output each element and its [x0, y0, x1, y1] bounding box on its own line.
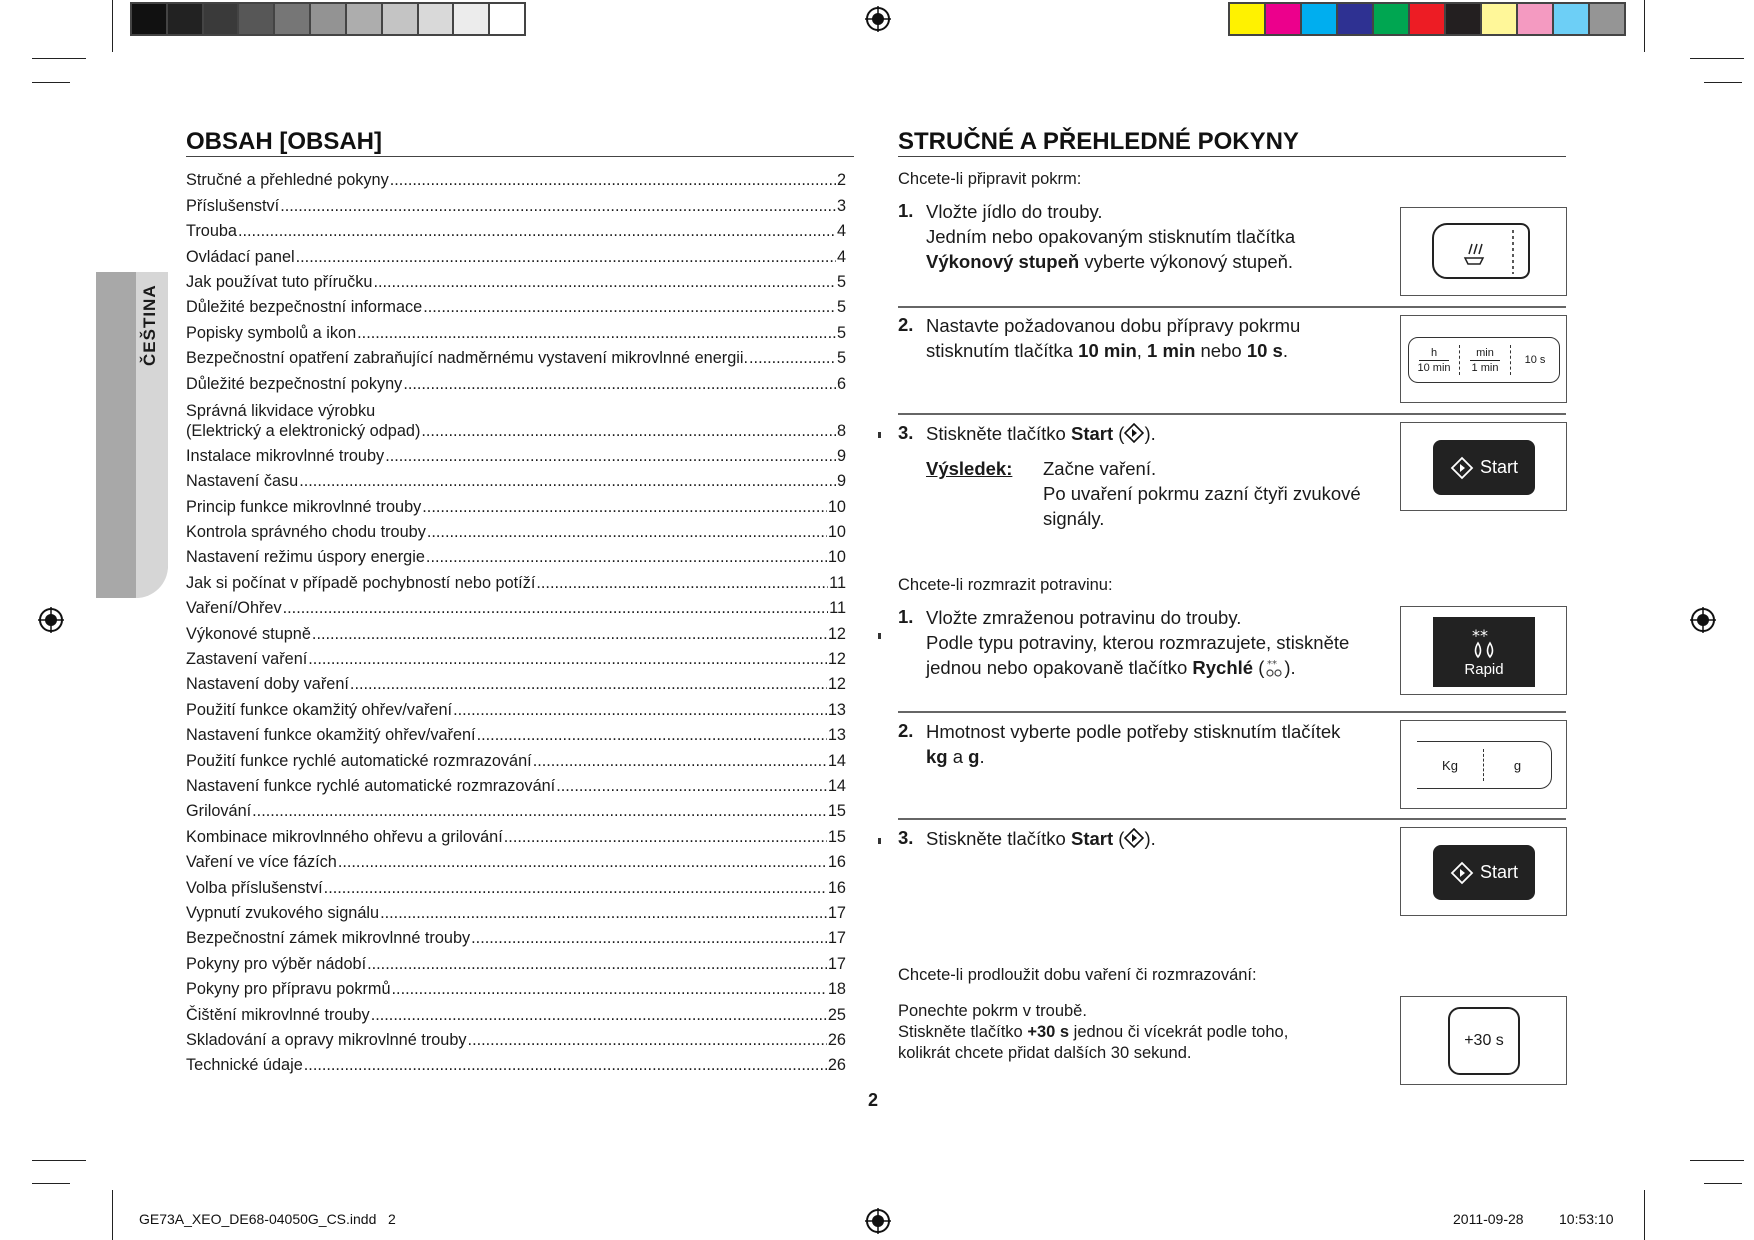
toc-leader-dots: [380, 903, 827, 923]
start-icon: [1124, 423, 1144, 443]
toc-entry-page: 14: [827, 776, 846, 795]
toc-leader-dots: [312, 624, 827, 644]
ten-min-button: [1409, 346, 1459, 375]
crop-mark: [1690, 1160, 1744, 1161]
toc-leader-dots: [403, 374, 836, 394]
toc-entry[interactable]: [186, 872, 846, 897]
result-label: [926, 456, 1012, 481]
toc-entry-title: Technické údaje: [186, 1056, 303, 1075]
toc-leader-dots: [338, 852, 827, 872]
cook-step1-line2: Jedním nebo opakovaným stisknutím tlačítka: [926, 226, 1296, 247]
toc-entry[interactable]: [186, 898, 846, 923]
registration-mark-icon: [865, 1208, 891, 1234]
toc-entry-page: 26: [827, 1056, 846, 1075]
toc-leader-dots: [385, 446, 836, 466]
toc-entry-page: 17: [827, 954, 846, 973]
toc-entry-page: 6: [836, 374, 846, 393]
toc-entry-title: Nastavení režimu úspory energie: [186, 548, 425, 567]
toc-entry-page: 16: [827, 853, 846, 872]
toc-entry-title: Vaření ve více fázích: [186, 853, 337, 872]
color-swatch: [275, 4, 311, 34]
toc-entry-title: Nastavení funkce rychlé automatické rozmrazování: [186, 776, 556, 795]
toc-entry[interactable]: [186, 466, 846, 491]
rapid-figure: [1400, 606, 1567, 695]
cook-step1-line3-rest: vyberte výkonový stupeň.: [1079, 251, 1294, 272]
toc-entry[interactable]: [186, 745, 846, 770]
toc-title: OBSAH [OBSAH]: [186, 128, 382, 155]
toc-entry-title: Bezpečnostní zámek mikrovlnné trouby: [186, 929, 471, 948]
ten-s-name: 10 s: [1246, 340, 1283, 361]
toc-entry-title: Bezpečnostní opatření zabraňující nadměrnému vystavení mikrovlnné energii.: [186, 349, 749, 368]
toc-entry[interactable]: [186, 771, 846, 796]
toc-entry[interactable]: [186, 190, 846, 215]
time-buttons: [1408, 337, 1560, 383]
footer-filename: GE73A_XEO_DE68-04050G_CS.indd 2: [139, 1211, 396, 1227]
color-swatch: [419, 4, 455, 34]
toc-entry-title: Důležité bezpečnostní informace: [186, 298, 423, 317]
one-min-button: [1460, 346, 1510, 375]
toc-leader-dots: [390, 170, 836, 190]
ten-s-button: 10 s: [1524, 354, 1546, 366]
weight-figure: [1400, 720, 1567, 809]
color-swatch: [1302, 4, 1338, 34]
rapid-name: Rychlé: [1192, 657, 1254, 678]
toc-entry[interactable]: [186, 694, 846, 719]
toc-entry-page: 8: [836, 421, 846, 440]
toc-entry-page: 18: [827, 980, 846, 999]
section-separator: [898, 818, 1566, 820]
cook-step3-number: 3.: [898, 422, 914, 443]
text-fragment: ).: [1284, 657, 1296, 678]
min-label: min: [1470, 346, 1500, 361]
toc-entry[interactable]: [186, 491, 846, 516]
toc-entry-page: 10: [827, 548, 846, 567]
toc-entry-page: 26: [827, 1030, 846, 1049]
cook-step1-number: 1.: [898, 200, 914, 221]
text-fragment: ).: [1144, 828, 1156, 849]
color-swatch: [347, 4, 383, 34]
toc-entry[interactable]: [186, 593, 846, 618]
toc-leader-dots: [283, 598, 828, 618]
result-line3: signály.: [1043, 508, 1105, 529]
toc-leader-dots: [373, 272, 836, 292]
toc-leader-dots: [749, 348, 836, 368]
extend-line2: [898, 1022, 1288, 1043]
toc-entry-title: Vaření/Ohřev: [186, 599, 282, 618]
toc-entry[interactable]: [186, 292, 846, 317]
crop-mark: [32, 1183, 70, 1184]
page-number: 2: [868, 1090, 879, 1110]
margin-bar: [878, 838, 881, 844]
defrost-step2-line2: [926, 744, 1340, 769]
text-fragment: Stiskněte tlačítko: [898, 1023, 1028, 1041]
g-button: g: [1513, 757, 1522, 773]
ten-min-name: 10 min: [1078, 340, 1137, 361]
crop-mark: [1690, 58, 1744, 59]
cook-step2-line1: Nastavte požadovanou dobu přípravy pokrmu: [926, 315, 1301, 336]
toc-entry-page: 15: [827, 827, 846, 846]
toc-entry-title: Nastavení doby vaření: [186, 675, 349, 694]
toc-entry-page: 14: [827, 751, 846, 770]
start-figure: [1400, 827, 1567, 916]
one-min-label: 1 min: [1471, 361, 1499, 374]
toc-entry-title: Popisky symbolů a ikon: [186, 323, 357, 342]
result-line1: Začne vaření.: [1043, 458, 1157, 479]
crop-mark: [1644, 0, 1645, 52]
color-swatch: [1482, 4, 1518, 34]
toc-entry-page: 9: [836, 472, 846, 491]
g-name: g: [968, 746, 980, 767]
crop-mark: [1704, 1183, 1742, 1184]
toc-entry-title: Správná likvidace výrobku: [186, 401, 376, 420]
toc-entry-title: Použití funkce rychlé automatické rozmrazování: [186, 751, 532, 770]
extend-line1: Ponechte pokrm v troubě.: [898, 1002, 1087, 1020]
crop-mark: [1704, 82, 1742, 83]
color-swatch: [1338, 4, 1374, 34]
text-fragment: ,: [1136, 340, 1148, 361]
toc-leader-dots: [468, 1030, 827, 1050]
one-min-name: 1 min: [1147, 340, 1196, 361]
cook-step1-line1: Vložte jídlo do trouby.: [926, 201, 1103, 222]
color-swatch: [311, 4, 347, 34]
plus30-name: +30 s: [1027, 1023, 1070, 1041]
toc-entry-title: Pokyny pro přípravu pokrmů: [186, 980, 391, 999]
toc-entry-title: Výkonové stupně: [186, 624, 311, 643]
text-fragment: nebo: [1195, 340, 1247, 361]
toc-leader-dots: [504, 827, 827, 847]
cook-step1-line3: [926, 249, 1295, 274]
svg-text:**: **: [1472, 626, 1488, 645]
color-swatch: [1446, 4, 1482, 34]
toc-leader-dots: [304, 1055, 827, 1075]
toc-entry-page: 11: [829, 599, 846, 618]
toc-leader-dots: [324, 878, 827, 898]
section-separator: [898, 711, 1566, 713]
defrost-drops-icon: [1467, 627, 1501, 661]
text-fragment: (: [1253, 657, 1265, 678]
toc-leader-dots: [296, 247, 836, 267]
toc-entry-title: Použití funkce okamžitý ohřev/vaření: [186, 700, 453, 719]
toc-entry-page: 5: [836, 323, 846, 342]
toc-leader-dots: [299, 471, 836, 491]
toc-entry[interactable]: [186, 165, 846, 190]
toc-entry[interactable]: [186, 368, 846, 393]
toc-entry-title: Příslušenství: [186, 196, 280, 215]
text-fragment: .: [979, 746, 985, 767]
toc-entry-page: 5: [836, 298, 846, 317]
text-fragment: jednou či vícekrát podle toho,: [1069, 1023, 1289, 1041]
toc-entry[interactable]: [186, 821, 846, 846]
cook-step3-text: [926, 421, 1156, 446]
text-fragment: (: [1113, 828, 1125, 849]
registration-mark-icon: [38, 607, 64, 633]
color-swatch: [454, 4, 490, 34]
crop-mark: [32, 58, 86, 59]
toc-entry[interactable]: [186, 517, 846, 542]
weight-buttons: [1417, 741, 1552, 789]
toc-entry-title: Volba příslušenství: [186, 878, 323, 897]
toc-entry-title: Kombinace mikrovlnného ohřevu a grilování: [186, 827, 503, 846]
text-fragment: ).: [1144, 423, 1156, 444]
toc-entry[interactable]: [186, 999, 846, 1024]
toc-entry[interactable]: [186, 394, 846, 441]
toc-entry-page: 9: [836, 446, 846, 465]
toc-leader-dots: [426, 547, 827, 567]
toc-entry[interactable]: [186, 720, 846, 745]
cook-step2-text: [926, 313, 1300, 363]
toc-leader-dots: [350, 674, 827, 694]
toc-entry-page: 2: [836, 171, 846, 190]
toc-entry-page: 13: [827, 700, 846, 719]
toc-entry[interactable]: [186, 923, 846, 948]
crop-mark: [1644, 1190, 1645, 1240]
section-separator: [898, 306, 1566, 308]
color-swatch: [132, 4, 168, 34]
start-name: Start: [1070, 828, 1114, 849]
toc-entry[interactable]: [186, 542, 846, 567]
toc-entry-title: Nastavení času: [186, 472, 299, 491]
toc-entry-page: 13: [827, 726, 846, 745]
toc-entry-page: 15: [827, 802, 846, 821]
hour-label: h: [1419, 346, 1449, 361]
svg-text:**: **: [1267, 659, 1278, 670]
color-swatch: [383, 4, 419, 34]
toc-entry-page: 11: [829, 573, 846, 592]
defrost-step1-line2: Podle typu potraviny, kterou rozmrazujete, stiskněte: [926, 632, 1350, 653]
start-button-label: Start: [1479, 457, 1518, 477]
toc-leader-dots: [471, 928, 827, 948]
toc-entry-page: 4: [836, 222, 846, 241]
toc-leader-dots: [556, 776, 827, 796]
color-swatch-bar: [1228, 2, 1626, 36]
toc-entry-page: 5: [836, 272, 846, 291]
toc-leader-dots: [423, 297, 836, 317]
toc-leader-dots: [533, 751, 827, 771]
text-fragment: Stiskněte tlačítko: [926, 423, 1071, 444]
defrost-step3-number: 3.: [898, 827, 914, 848]
crop-mark: [32, 1160, 86, 1161]
color-swatch: [1266, 4, 1302, 34]
color-swatch: [239, 4, 275, 34]
toc-entry-line2: [186, 421, 846, 441]
toc-entry-page: 25: [827, 1005, 846, 1024]
toc-leader-dots: [357, 323, 836, 343]
toc-leader-dots: [421, 421, 836, 441]
color-swatch: [1230, 4, 1266, 34]
toc-entry[interactable]: [186, 441, 846, 466]
toc-entry-title: Zastavení vaření: [186, 650, 308, 669]
toc-leader-dots: [422, 497, 827, 517]
cook-step1-text: [926, 199, 1295, 274]
toc-entry-title: Grilování: [186, 802, 252, 821]
start-button: [1433, 845, 1535, 900]
rapid-icon: [1264, 658, 1284, 678]
toc-entry-title: Trouba: [186, 222, 237, 241]
color-swatch: [204, 4, 240, 34]
toc-entry-title: Jak si počínat v případě pochybností nebo potíží: [186, 573, 536, 592]
language-tab-label: ČEŠTINA: [140, 284, 159, 366]
text-fragment: stisknutím tlačítka: [926, 340, 1079, 361]
toc-entry-page: 3: [836, 196, 846, 215]
toc-leader-dots: [427, 522, 827, 542]
plus30-figure: [1400, 996, 1567, 1085]
toc-entry[interactable]: [186, 216, 846, 241]
color-swatch: [1518, 4, 1554, 34]
toc-entry-page: 12: [827, 650, 846, 669]
toc-entry-title: Skladování a opravy mikrovlnné trouby: [186, 1030, 467, 1049]
crop-mark: [32, 82, 70, 83]
cook-step2-line2: [926, 338, 1300, 363]
toc-entry-title: Ovládací panel: [186, 247, 295, 266]
start-figure: [1400, 422, 1567, 511]
color-swatch: [1410, 4, 1446, 34]
toc-entry[interactable]: [186, 1050, 846, 1075]
toc-entry[interactable]: [186, 618, 846, 643]
toc-entry[interactable]: [186, 974, 846, 999]
toc-leader-dots: [392, 979, 827, 999]
result-line2: Po uvaření pokrmu zazní čtyři zvukové: [1043, 483, 1361, 504]
toc-entry[interactable]: [186, 567, 846, 592]
rapid-button-label: Rapid: [1464, 660, 1504, 678]
extend-line3: kolikrát chcete přidat dalších 30 sekund.: [898, 1044, 1192, 1062]
ten-min-label: 10 min: [1417, 361, 1451, 374]
start-icon: [1124, 828, 1144, 848]
toc-list: [186, 165, 846, 1075]
start-button: [1433, 440, 1535, 495]
toc-entry[interactable]: [186, 241, 846, 266]
toc-entry[interactable]: [186, 1025, 846, 1050]
defrost-step2-line1: Hmotnost vyberte podle potřeby stisknutím tlačítek: [926, 721, 1341, 742]
kg-button: Kg: [1442, 757, 1458, 773]
toc-entry-page: 12: [827, 624, 846, 643]
result-text: [1043, 456, 1361, 531]
toc-entry-page: 4: [836, 247, 846, 266]
section-separator: [898, 413, 1566, 415]
toc-entry-title: Princip funkce mikrovlnné trouby: [186, 497, 422, 516]
toc-leader-dots: [536, 573, 828, 593]
start-button-label: Start: [1479, 862, 1518, 882]
toc-entry[interactable]: [186, 669, 846, 694]
footer-time: 10:53:10: [1559, 1211, 1614, 1227]
color-swatch: [490, 4, 524, 34]
toc-entry-title: Čištění mikrovlnné trouby: [186, 1005, 370, 1024]
toc-entry-page: 12: [827, 675, 846, 694]
toc-leader-dots: [367, 954, 827, 974]
extend-text: [898, 1001, 1288, 1064]
defrost-step1-number: 1.: [898, 606, 914, 627]
plus30-button: +30 s: [1448, 1007, 1520, 1075]
defrost-intro: Chcete-li rozmrazit potravinu:: [898, 576, 1113, 594]
text-fragment: a: [947, 746, 969, 767]
toc-entry-title: Důležité bezpečnostní pokyny: [186, 374, 403, 393]
toc-entry-page: 10: [827, 523, 846, 542]
footer-date: 2011-09-28: [1453, 1211, 1524, 1227]
crop-mark: [112, 0, 113, 52]
toc-leader-dots: [477, 725, 827, 745]
defrost-step3-text: [926, 826, 1156, 851]
toc-entry-page: 10: [827, 497, 846, 516]
time-buttons-figure: [1400, 315, 1567, 403]
color-swatch: [168, 4, 204, 34]
start-name: Start: [1070, 423, 1114, 444]
color-swatch: [1590, 4, 1624, 34]
toc-leader-dots: [252, 801, 827, 821]
registration-mark-icon: [1690, 607, 1716, 633]
toc-leader-dots: [453, 700, 827, 720]
toc-entry[interactable]: [186, 948, 846, 973]
toc-entry-title-cont: (Elektrický a elektronický odpad): [186, 421, 421, 440]
text-fragment: jednou nebo opakovaně tlačítko: [926, 657, 1193, 678]
kg-name: kg: [926, 746, 948, 767]
extend-intro: Chcete-li prodloužit dobu vaření či rozmrazování:: [898, 966, 1257, 984]
toc-entry-title: Pokyny pro výběr nádobí: [186, 954, 367, 973]
toc-leader-dots: [371, 1005, 827, 1025]
toc-entry[interactable]: [186, 796, 846, 821]
toc-entry-title: Vypnutí zvukového signálu: [186, 903, 380, 922]
defrost-step1-line1: Vložte zmraženou potravinu do trouby.: [926, 607, 1242, 628]
margin-bar: [878, 633, 881, 639]
text-fragment: Stiskněte tlačítko: [926, 828, 1071, 849]
crop-mark: [112, 1190, 113, 1240]
quick-guide-title-rule: [898, 156, 1566, 157]
defrost-step2-number: 2.: [898, 720, 914, 741]
toc-entry-title: Instalace mikrovlnné trouby: [186, 446, 385, 465]
toc-title-rule: [186, 156, 854, 157]
defrost-step1-text: [926, 605, 1349, 680]
defrost-step2-text: [926, 719, 1340, 769]
color-swatch: [1374, 4, 1410, 34]
toc-entry-title: Kontrola správného chodu trouby: [186, 523, 426, 542]
grayscale-swatch-bar: [130, 2, 526, 36]
toc-entry-page: 17: [827, 903, 846, 922]
toc-leader-dots: [280, 196, 836, 216]
toc-entry-title: Nastavení funkce okamžitý ohřev/vaření: [186, 726, 476, 745]
toc-entry[interactable]: [186, 847, 846, 872]
toc-entry[interactable]: [186, 644, 846, 669]
toc-entry-page: 16: [827, 878, 846, 897]
cook-step2-number: 2.: [898, 314, 914, 335]
quick-guide-title: STRUČNÉ A PŘEHLEDNÉ POKYNY: [898, 128, 1299, 155]
toc-leader-dots: [238, 221, 836, 241]
rapid-button: [1433, 617, 1535, 687]
toc-entry-page: 5: [836, 349, 846, 368]
toc-entry[interactable]: [186, 343, 846, 368]
start-icon: [1450, 861, 1474, 885]
cook-intro: Chcete-li připravit pokrm:: [898, 170, 1082, 188]
toc-entry-page: 17: [827, 929, 846, 948]
margin-bar: [878, 432, 881, 438]
color-swatch: [1554, 4, 1590, 34]
text-fragment: (: [1113, 423, 1125, 444]
power-level-figure: [1400, 207, 1567, 296]
toc-entry-title: Jak používat tuto příručku: [186, 272, 373, 291]
result-label-text: Výsledek:: [926, 458, 1013, 479]
text-fragment: .: [1282, 340, 1288, 361]
power-level-name: Výkonový stupeň: [926, 251, 1080, 272]
toc-entry-title: Stručné a přehledné pokyny: [186, 171, 389, 190]
defrost-step1-line3: [926, 655, 1349, 680]
toc-entry[interactable]: [186, 317, 846, 342]
power-level-button-icon: [1425, 220, 1545, 282]
toc-leader-dots: [308, 649, 827, 669]
registration-mark-icon: [865, 6, 891, 32]
toc-entry[interactable]: [186, 267, 846, 292]
start-icon: [1450, 456, 1474, 480]
